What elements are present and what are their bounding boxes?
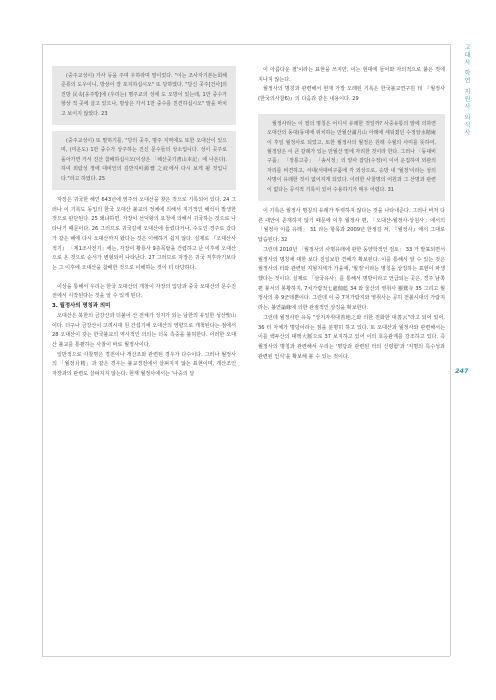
paragraph: 월정사의 명칭과 관련해서 현재 가장 오래된 기록은 한국불교연구원 刊 『월정사(한국의사찰6)』의 다음과 같은 내용이다. 29 bbox=[258, 86, 445, 103]
running-section-title: 고대사 학연 지원사 의식사 bbox=[463, 44, 470, 137]
body-text-2 bbox=[52, 312, 236, 380]
paragraph: 이 아름다운 절'이라는 표현을 쓰지만, 이는 현대에 들어와 자의적으로 붙은 것에 지나지 않는다. bbox=[258, 67, 445, 83]
body-text bbox=[52, 196, 236, 302]
paragraph: 그런데 2010년 「월정사의 사명유래에 관한 동양학적인 검토」 33 가 발표되면서 월정사의 명칭에 대한 보다 진일보한 견해가 확보된다. 이를 통해서 알 수 있는 것은 월정사의 터와 관련된 지형지세가 가을에, '월정'이라는 명칭을 상징하는 표현이 파생했다는 것이다. 실제로 「삼국유사」를 통해서 명방이라고 언급되는 곳은, 경주 남쪽 편 봉서의 봉황하지, 7치가람적七處伽藍 34 와 울산의 영취사 靈鷲寺 35 그리고 월정사의 총 9군데뿐이다. 그런데 이 중 7처가람지와 영취사는 공히 전불시대의 가람지라는, 불연論緣에 의한 관점적인 상징을 확보한다. bbox=[258, 246, 445, 312]
page-number: 247 bbox=[455, 367, 469, 375]
right-column bbox=[258, 66, 445, 362]
paragraph: 이상을 통해서 우리는 한국 오대산의 개창이 자장의 입당과 중국 오대산의 문수진전에서 시작된다는 것을 알 수 있게 된다. bbox=[52, 283, 236, 300]
paragraph: 자장은 귀국한 해인 643년에 영주의 오대산을 찾은 것으로 기록되어 있다. 24 그러나 이 기록도 동일의 한국 오대산 불교의 정체에 의해서 지기적인 해석이 발생한 것으로 판단된다. 25 왜냐하면, 자장이 선덕왕의 요청에 의해서 귀국하는 것으로 나타나기 때문이다. 26 그러므로 귀국길에 오대산에 들렀다거나, 수도인 경주로 갔다가 같은 해에 다시 오대산까지 왔다는 것은 이해하기 쉽지 않다. 실제로 『오대산사적기』 「제1조사전기」에는, 자장이 황룡사 9층목탑을 건립하고 난 이후에 오대산으로 온 것으로 순서가 변형되어 나타난다. 27 그러므로 자장은 귀국 직후라기보다는 그 이후에 오대산을 참배한 것으로 이해하는 것이 더 타당하다. bbox=[52, 197, 236, 271]
quote-block-3 bbox=[258, 114, 445, 201]
bottom-rule bbox=[42, 656, 450, 657]
paragraph: 일반적으로 사찰명은 경전이나 개산조와 관련된 경우가 다수이다. 그러나 월정사의 「월정月精」과 같은 경우는 불교경전에서 살펴지지 않는 표현이며, 개산조인 자장과의 관련도 살펴지지 않는다. 현재 월정사에서는 '나중의 달 bbox=[52, 351, 236, 378]
quote-paragraph: 월정사라는 이 절의 명칭은 어디서 유래한 것일까? 사중유통의 말에 의하면 오대산의 동대(동대에 위치하는 만월산滿月山 아래에 세워졌던 수정암水精庵이 후일 월정사로 되었고, 또한 월정사의 월정은 원래 수월의 사미를 뜻하여, 월정암은 이 큰 갈래가 있는 만월산 밑에 자리한 것이라 한다. 그러나 「동대비구품」 「장통고증」 「송서정」의 양사 잡당(수정)이 이어 운집하여 외관의 자리를 비견하고, 서대(서대비구품에 각 외상으로, 승방 내 '월정'이라는 상의 사명이 유래한 것이 없어지게 되었다. 이러한 사찰명의 어원과 그 산명과 관련이 없다는 공식적 기록이 있어 수용하기가 매우 어렵다. 31 bbox=[267, 120, 436, 193]
section-heading: 3. 월정사의 명칭과 의미 bbox=[52, 303, 111, 310]
quote-paragraph: (중주교성이) 또 말하기를, "당의 곳주, 명주 지역에도 또한 오대산이 있으며, (미운도) 1만 중수가 상주하는 진신 문수들의 상소입니다. 성이 곳주로 돌아가면 가서 진산 참배하십시오(이상은 「해산곳기書山本記」에 나온다). 하여 외람성 정에 대비인의 깊반지비源쏂 之庇에서 다시 보게 될 것입니다."라고 하였다. 25 bbox=[61, 138, 227, 182]
paragraph: 이 기록은 월정사 명칭의 유래가 뚜렷하지 않다는 것을 나타내준다. 그러나 바처 다른 대안이 존재하지 않기 때문에 이후 월정사 편, 「오대산-월정사-상원사」에서의 「월정사 이름 유래」 31 라는 항목과 2009년 한정길 저, 『월정사』에서 그대로 답습된다. 32 bbox=[258, 208, 445, 244]
paragraph: 그런데 월정사만 유독 "상지자취대善地之와 의한 전화한 대善云"라고 되어 있어, 36 터 자체가 명당이라는 점을 분명히 하고 있다. 또 오대산과 월정사와 관련해서는 이를 백두산의 대맥大脈으로 37 보지하고 있어 이의 호응관계를 강조하고 있다. 즉 월정사의 명칭과 관련해서 우리는 '명당과 관련된 터의 신령함'과 '지명의 특수성과 관련된 인식'을 확보해 볼 수 있는 것이다. bbox=[258, 314, 445, 360]
right-margin-rule bbox=[450, 44, 451, 656]
paragraph: 오대산은 북한의 금강산과 더불어 산 전체가 성지가 되는 남한의 유일한 성산聖山이다. 더구나 금강산이 고려시대 원 간섭기에 오대산의 영향으로 개척된다는 점에서 28 오대산이 갖는 한국불교의 역사적인 의의는 더욱 측중을 불허한다. 이러한 오대산 불교를 통괄하는 사찰이 바로 월정사이다. bbox=[52, 312, 236, 348]
quote-block-1 bbox=[52, 66, 236, 125]
left-margin-rule bbox=[42, 44, 43, 656]
quote-block-2 bbox=[52, 131, 236, 190]
top-rule bbox=[42, 44, 450, 45]
left-column bbox=[52, 66, 236, 380]
quote-paragraph: (중주교성이) 가사 등을 주며 우하라며 말이었다. "이는 조사자기본논회해준류의 도우이니, 방상이 잘 포지하십시오" 또 당하였다. "당신 곳주[건사]의 진방 民속[옹주방]에 (우리는) 명주교의 성에 도 오방이 있는데, 1만 중수가 항상 적 곳에 살고 있으나, 방상은 가서 1만 중수를 친견하십시오" 말을 마치고 보이지 않았다. 23 bbox=[61, 73, 227, 117]
top-text bbox=[258, 66, 445, 105]
body-text-3 bbox=[258, 207, 445, 362]
